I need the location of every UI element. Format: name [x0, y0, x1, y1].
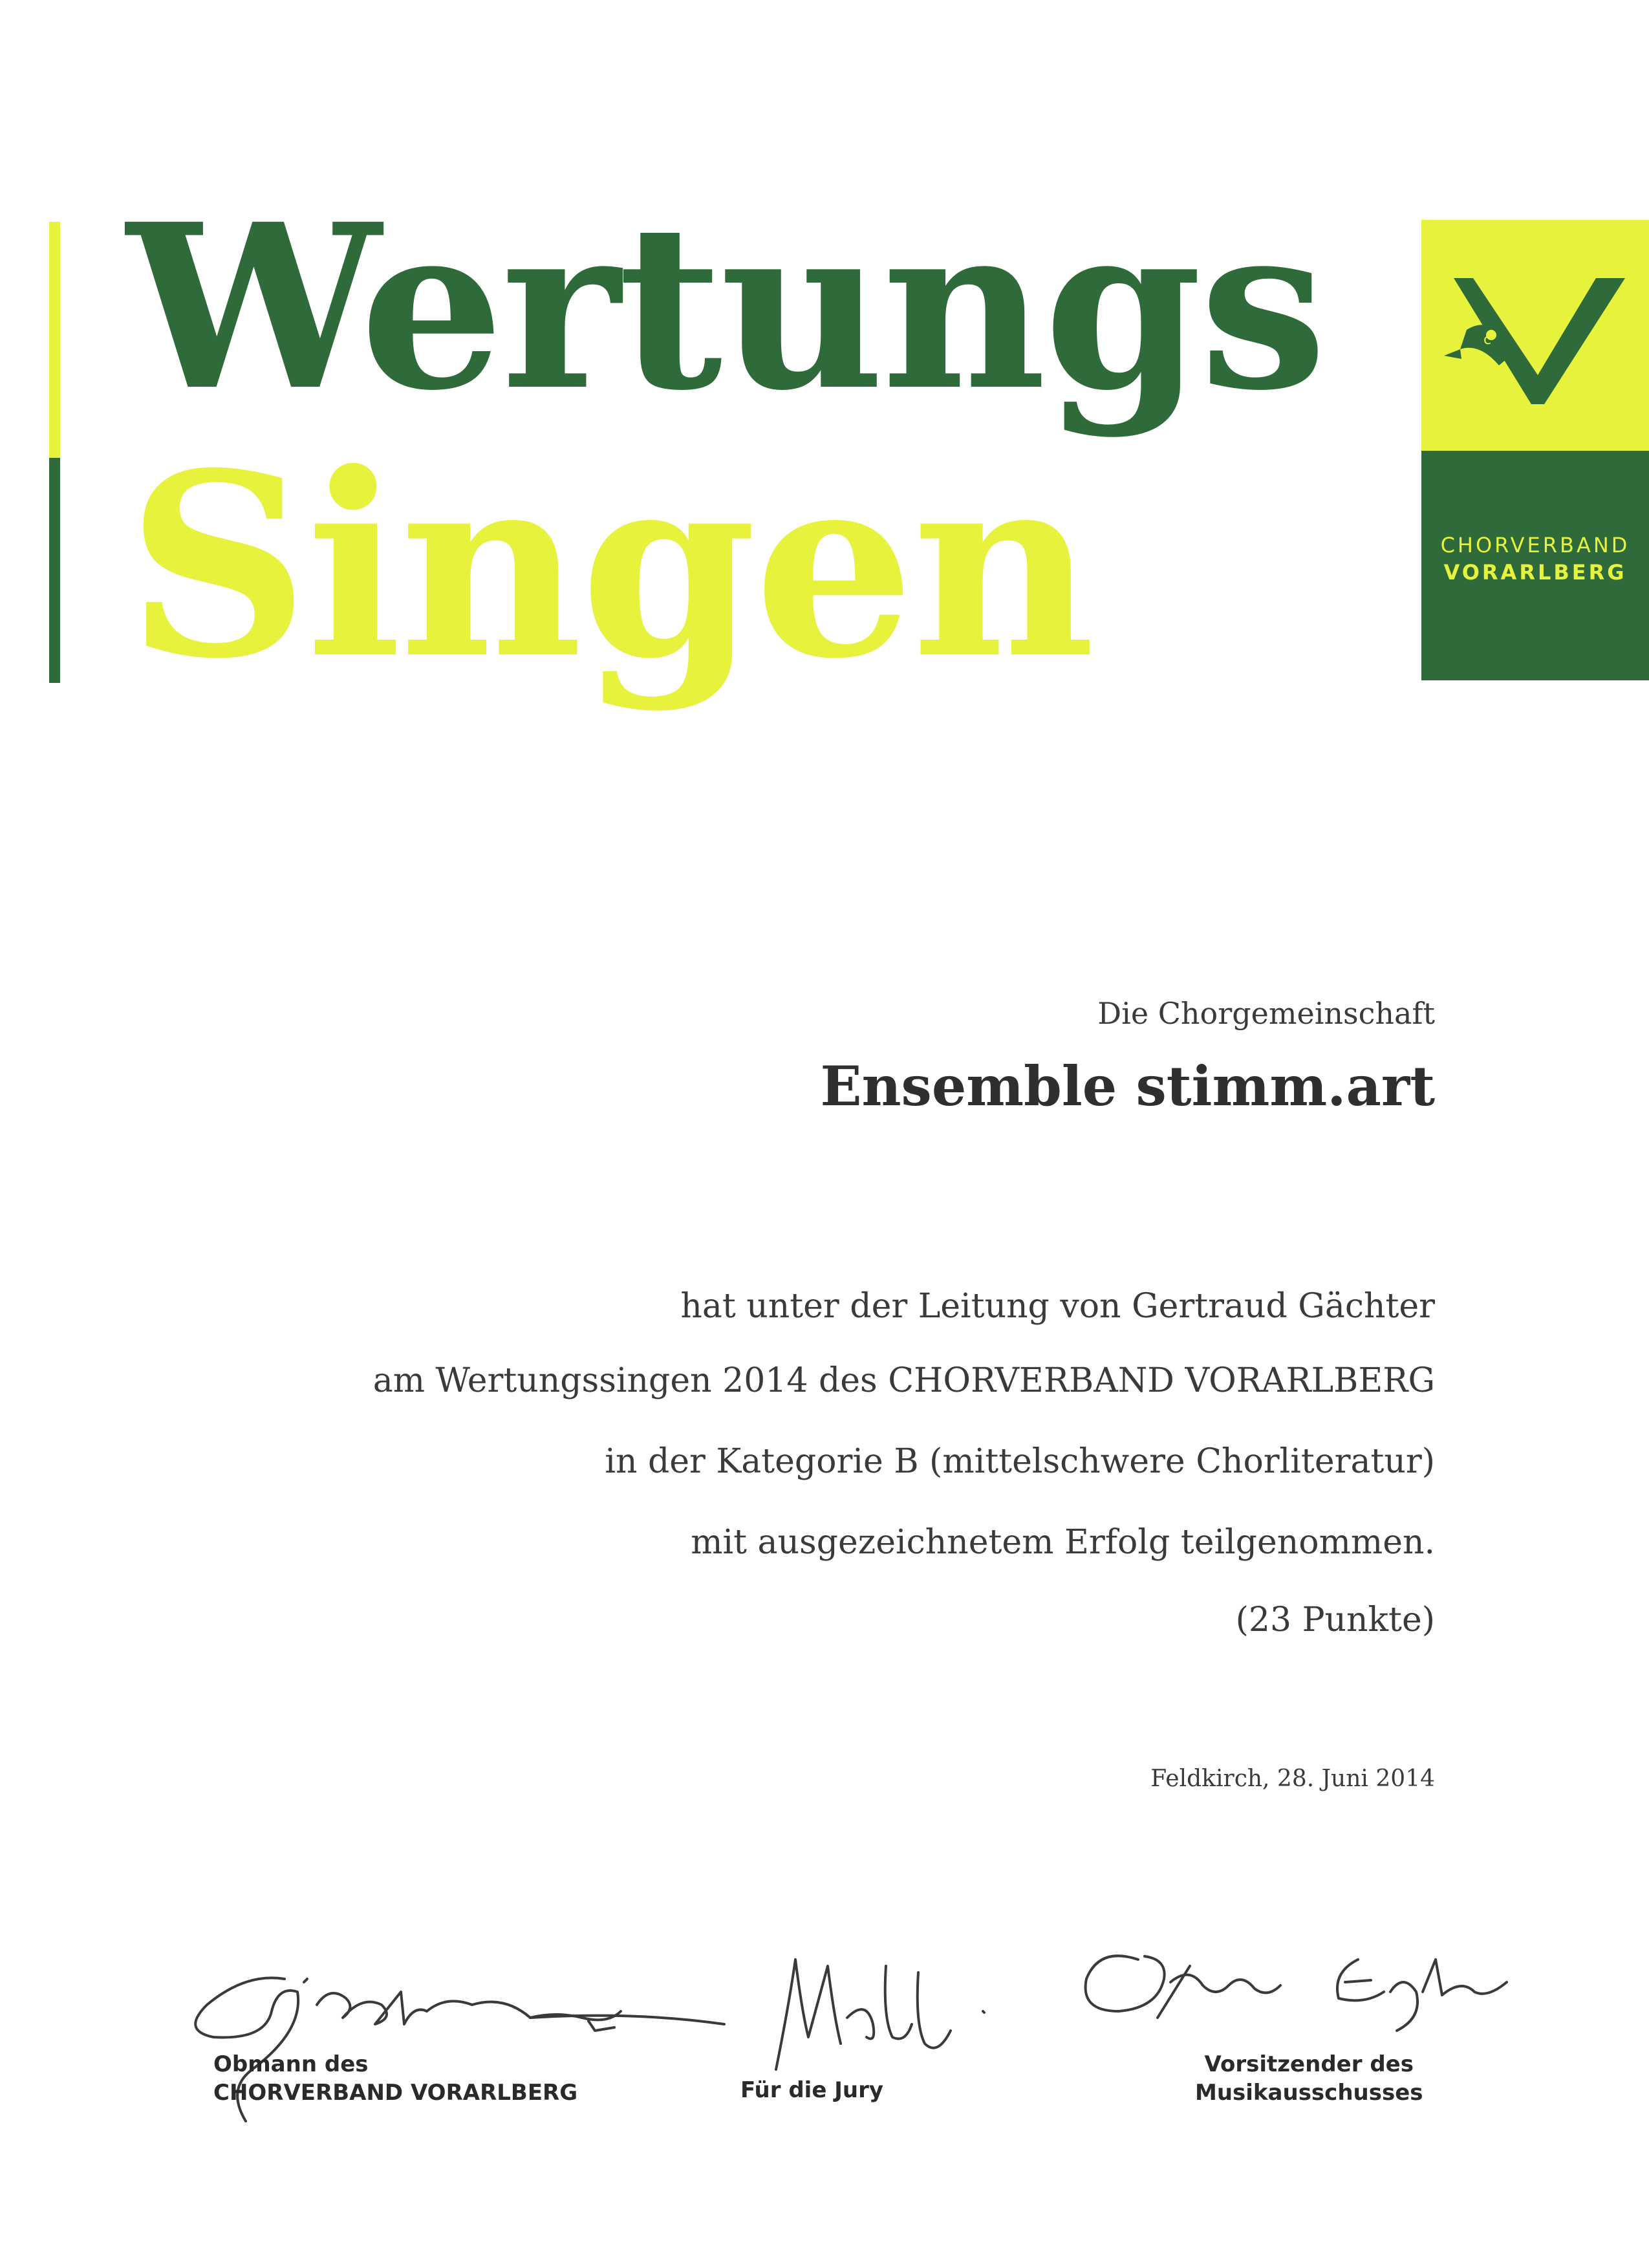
- title-line-2: Singen: [127, 418, 1093, 714]
- signature-label-musikausschuss-line-1: Vorsitzender des: [1204, 2051, 1414, 2077]
- accent-bar-green: [49, 458, 60, 683]
- certificate-line-2: am Wertungssingen 2014 des CHORVERBAND VORARLBERG: [372, 1361, 1435, 1400]
- signature-label-obmann: [213, 2050, 577, 2107]
- signature-obmann: [168, 1934, 750, 2154]
- v-bird-icon: [1441, 252, 1635, 420]
- points-text: (23 Punkte): [1235, 1601, 1435, 1639]
- logo-top-panel: [1421, 220, 1649, 451]
- signature-label-obmann-line-1: Obmann des: [213, 2051, 369, 2077]
- signature-label-jury-line-1: Für die Jury: [740, 2077, 884, 2103]
- logo-text-line-1: CHORVERBAND: [1440, 533, 1630, 557]
- chorverband-logo: [1421, 220, 1649, 680]
- signature-label-jury: [740, 2076, 883, 2104]
- logo-text-line-2: VORARLBERG: [1443, 560, 1627, 585]
- signature-label-obmann-line-2: CHORVERBAND VORARLBERG: [213, 2080, 578, 2106]
- place-date: Feldkirch, 28. Juni 2014: [1150, 1766, 1435, 1792]
- certificate-line-1: hat unter der Leitung von Gertraud Gächter: [680, 1287, 1435, 1326]
- title-line-1: Wertungs: [127, 174, 1324, 440]
- svg-text:c: c: [1483, 332, 1492, 348]
- choir-name: Ensemble stimm.art: [820, 1054, 1435, 1118]
- signature-musikausschuss: [1061, 1921, 1526, 2050]
- intro-text: Die Chorgemeinschaft: [1097, 996, 1435, 1031]
- signature-label-musikausschuss-line-2: Musikausschusses: [1195, 2080, 1423, 2106]
- certificate-line-4: mit ausgezeichnetem Erfolg teilgenommen.: [691, 1523, 1435, 1562]
- accent-bar-yellow: [49, 222, 60, 458]
- signature-label-musikausschuss: [1195, 2050, 1423, 2107]
- certificate-line-3: in der Kategorie B (mittelschwere Chorliteratur): [605, 1442, 1435, 1481]
